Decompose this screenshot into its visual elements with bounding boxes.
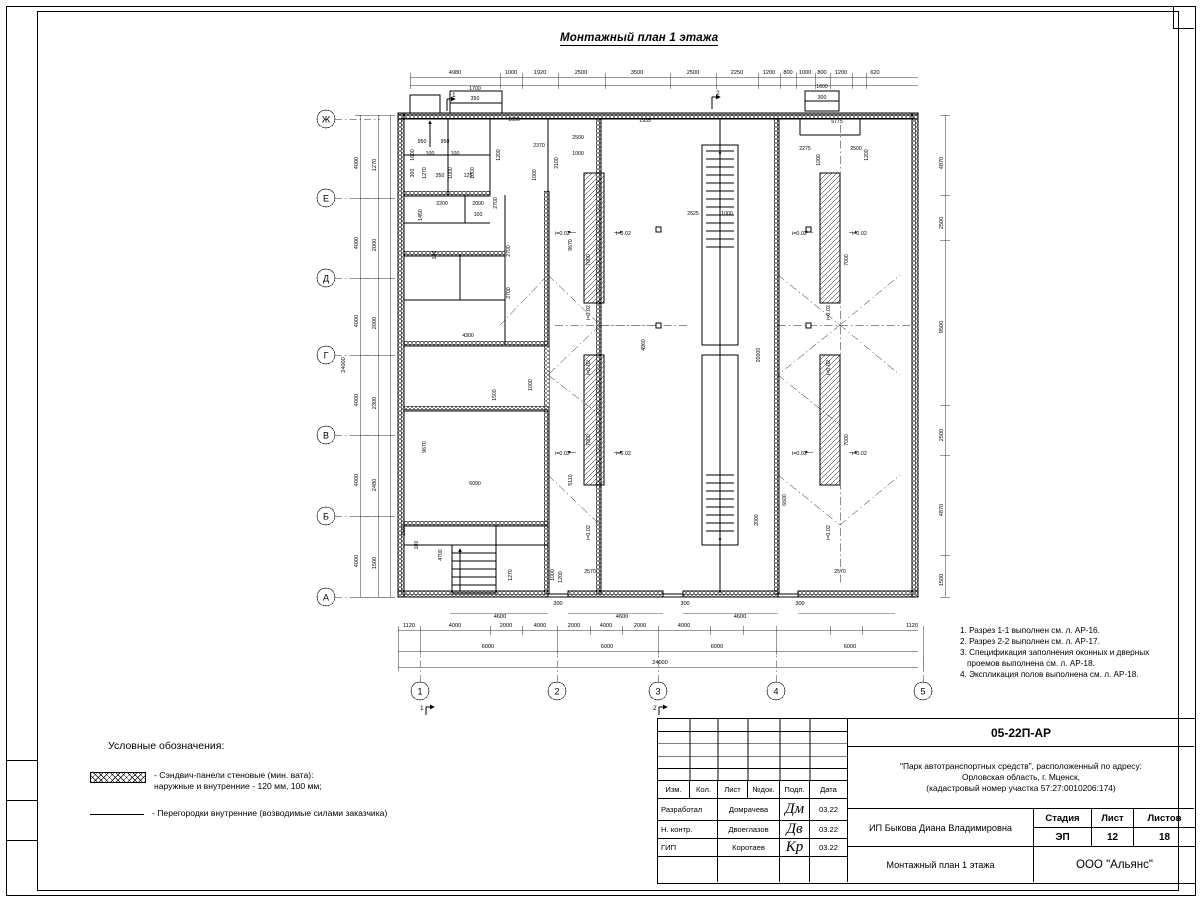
svg-text:6600: 6600: [782, 494, 788, 506]
svg-text:4000: 4000: [533, 623, 547, 629]
svg-text:2000: 2000: [372, 316, 378, 330]
svg-text:Г: Г: [323, 350, 329, 361]
svg-text:950: 950: [440, 139, 450, 145]
svg-text:2370: 2370: [533, 143, 545, 149]
svg-text:2300: 2300: [372, 396, 378, 410]
svg-text:4980: 4980: [448, 70, 462, 76]
svg-text:2525: 2525: [687, 211, 699, 217]
svg-text:1450: 1450: [418, 209, 424, 221]
sheet-left-strip-line-1: [6, 760, 37, 761]
stamp-empty-name: [718, 857, 780, 882]
role-nkontr: Н. контр.: [658, 821, 718, 839]
svg-text:2000: 2000: [472, 201, 484, 207]
svg-text:950: 950: [417, 139, 427, 145]
svg-text:i=0.02: i=0.02: [826, 525, 832, 540]
svg-text:125: 125: [463, 173, 473, 179]
svg-text:1200: 1200: [762, 70, 776, 76]
svg-text:100: 100: [425, 151, 435, 157]
svg-text:6000: 6000: [843, 644, 857, 650]
svg-text:4000: 4000: [354, 554, 360, 568]
svg-text:5775: 5775: [831, 119, 843, 125]
svg-text:2500: 2500: [850, 146, 862, 152]
svg-text:i=0.02: i=0.02: [586, 525, 592, 540]
svg-text:300: 300: [553, 601, 563, 607]
legend-item-sandwich-line2: наружные и внутренние - 120 мм, 100 мм;: [154, 781, 322, 791]
svg-text:1270: 1270: [508, 569, 514, 581]
svg-text:4960: 4960: [641, 339, 647, 351]
svg-text:1000: 1000: [470, 167, 476, 179]
note-2: 2. Разрез 2-2 выполнен см. л. АР-17.: [960, 637, 1100, 646]
sheet-left-strip-line-2: [6, 800, 37, 801]
svg-text:1: 1: [452, 92, 456, 99]
svg-text:2700: 2700: [493, 197, 499, 209]
svg-text:2000: 2000: [499, 623, 513, 629]
svg-text:5: 5: [920, 686, 926, 697]
svg-text:2500: 2500: [686, 70, 700, 76]
document-code: 05-22П-АР: [848, 719, 1194, 747]
note-3-cont: проемов выполнена см. л. АР-18.: [967, 659, 1095, 668]
col-header-ndok: №док.: [748, 781, 780, 799]
svg-text:1000: 1000: [816, 154, 822, 166]
svg-text:Ж: Ж: [321, 114, 331, 125]
col-header-data: Дата: [810, 781, 848, 799]
svg-text:2275: 2275: [799, 146, 811, 152]
svg-text:300: 300: [680, 601, 690, 607]
svg-text:2000: 2000: [633, 623, 647, 629]
svg-text:1270: 1270: [422, 167, 428, 179]
svg-text:9500: 9500: [939, 320, 945, 334]
svg-text:1500: 1500: [401, 524, 407, 536]
svg-text:2: 2: [716, 90, 720, 97]
svg-text:1200: 1200: [864, 149, 870, 161]
hatch-swatch-icon: [90, 772, 146, 783]
col-header-izm: Изм.: [658, 781, 690, 799]
date-gip: 03.22: [810, 839, 848, 857]
note-4: 4. Экспликация полов выполнена см. л. АР-18.: [960, 670, 1139, 679]
svg-text:4000: 4000: [354, 314, 360, 328]
name-gip: Коротаев: [718, 839, 780, 857]
svg-text:100: 100: [450, 151, 460, 157]
svg-text:24000: 24000: [652, 660, 668, 666]
company-name: ООО "Альянс": [1076, 858, 1153, 871]
svg-text:1: 1: [417, 686, 423, 697]
legend-item-sandwich-line1: - Сэндвич-панели стеновые (мин. вата):: [154, 770, 314, 780]
col-header-podp: Подп.: [780, 781, 810, 799]
svg-text:6000: 6000: [481, 644, 495, 650]
svg-text:2200: 2200: [436, 201, 448, 207]
legend-item-partition: [90, 808, 560, 819]
svg-text:1200: 1200: [834, 70, 848, 76]
svg-text:100: 100: [432, 250, 438, 260]
name-nkontr: Двоеглазов: [718, 821, 780, 839]
svg-text:800: 800: [817, 70, 827, 76]
role-razrabotal: Разработал: [658, 799, 718, 821]
svg-text:i=0.02: i=0.02: [586, 305, 592, 320]
svg-text:i=0.02: i=0.02: [616, 451, 631, 457]
svg-text:i=0.02: i=0.02: [555, 231, 570, 237]
title-block: [657, 718, 1196, 884]
svg-text:4600: 4600: [615, 614, 629, 620]
svg-text:1500: 1500: [939, 573, 945, 587]
svg-text:4000: 4000: [448, 623, 462, 629]
svg-text:620: 620: [870, 70, 880, 76]
svg-text:300: 300: [410, 168, 416, 178]
note-1: 1. Разрез 1-1 выполнен см. л. АР-16.: [960, 626, 1100, 635]
note-3: 3. Спецификация заполнения оконных и дверных: [960, 648, 1150, 657]
svg-text:800: 800: [783, 70, 793, 76]
customer-name: ИП Быкова Диана Владимировна: [848, 809, 1034, 847]
svg-text:7000: 7000: [844, 254, 850, 266]
svg-text:i=0.02: i=0.02: [852, 451, 867, 457]
legend-item-partition-line1: - Перегородки внутренние (возводимые силами заказчика): [152, 808, 388, 818]
svg-text:Д: Д: [322, 273, 330, 284]
svg-text:4870: 4870: [939, 503, 945, 517]
name-razrabotal: Домрачева: [718, 799, 780, 821]
svg-text:1: 1: [420, 705, 424, 712]
svg-text:4000: 4000: [354, 393, 360, 407]
legend: [90, 740, 560, 835]
svg-text:24000: 24000: [341, 357, 347, 373]
stage-header-listov: Листов: [1134, 809, 1195, 828]
svg-text:1500: 1500: [372, 556, 378, 570]
svg-text:5110: 5110: [568, 474, 574, 486]
svg-text:2000: 2000: [567, 623, 581, 629]
svg-text:2480: 2480: [372, 478, 378, 492]
svg-text:1600: 1600: [816, 84, 828, 90]
svg-text:4600: 4600: [493, 614, 507, 620]
date-razrabotal: 03.22: [810, 799, 848, 821]
svg-text:2500: 2500: [939, 428, 945, 442]
signature-nkontr: Дв: [780, 821, 810, 839]
svg-text:1200: 1200: [558, 571, 564, 583]
legend-item-sandwich-panel: [90, 770, 560, 792]
line-swatch-icon: [90, 814, 144, 815]
svg-text:300: 300: [817, 95, 827, 101]
svg-text:7000: 7000: [586, 254, 592, 266]
svg-text:1000: 1000: [550, 569, 556, 581]
doc-title: Монтажный план 1 этажа: [848, 847, 1034, 882]
svg-text:2: 2: [554, 686, 560, 697]
svg-text:7000: 7000: [586, 434, 592, 446]
stage-value-list: 12: [1092, 828, 1134, 847]
svg-text:2100: 2100: [554, 157, 560, 169]
svg-text:2570: 2570: [834, 569, 846, 575]
svg-text:1000: 1000: [504, 70, 518, 76]
svg-text:1690: 1690: [508, 117, 520, 123]
object-line-2: Орловская область, г. Мценск,: [962, 772, 1080, 782]
svg-text:1935: 1935: [639, 118, 651, 124]
sheet-left-strip-line-3: [6, 840, 37, 841]
page-title: Монтажный план 1 этажа: [560, 32, 719, 44]
svg-text:1000: 1000: [798, 70, 812, 76]
svg-text:6090: 6090: [469, 481, 481, 487]
stage-header-list: Лист: [1092, 809, 1134, 828]
signature-razrabotal: Дм: [780, 799, 810, 821]
svg-text:1500: 1500: [492, 389, 498, 401]
svg-text:2500: 2500: [574, 70, 588, 76]
svg-text:1120: 1120: [905, 623, 919, 629]
svg-text:i=0.02: i=0.02: [586, 360, 592, 375]
svg-text:3500: 3500: [630, 70, 644, 76]
stamp-empty-date: [810, 857, 848, 882]
col-header-kol: Кол.: [690, 781, 718, 799]
svg-text:2700: 2700: [506, 245, 512, 257]
svg-text:6000: 6000: [710, 644, 724, 650]
svg-text:В: В: [322, 430, 330, 441]
svg-text:i=0.02: i=0.02: [555, 451, 570, 457]
svg-text:9670: 9670: [422, 441, 428, 453]
svg-text:4600: 4600: [733, 614, 747, 620]
stamp-empty-left: [658, 857, 718, 882]
svg-text:1600: 1600: [410, 149, 416, 161]
svg-text:4000: 4000: [354, 473, 360, 487]
svg-text:2700: 2700: [506, 287, 512, 299]
signature-gip: Кр: [780, 839, 810, 857]
svg-text:3: 3: [655, 686, 661, 697]
svg-text:1270: 1270: [372, 158, 378, 172]
object-description: [848, 747, 1194, 809]
svg-text:1000: 1000: [448, 167, 454, 179]
svg-text:4000: 4000: [599, 623, 613, 629]
svg-text:1700: 1700: [469, 86, 481, 92]
svg-text:2000: 2000: [754, 514, 760, 526]
svg-text:2250: 2250: [730, 70, 744, 76]
col-header-list: Лист: [718, 781, 748, 799]
object-line-3: (кадастровый номер участка 57:27:0010206:174): [926, 783, 1116, 793]
svg-text:2500: 2500: [939, 216, 945, 230]
svg-text:1000: 1000: [721, 211, 733, 217]
svg-text:1120: 1120: [402, 623, 416, 629]
date-nkontr: 03.22: [810, 821, 848, 839]
svg-text:4000: 4000: [677, 623, 691, 629]
svg-text:Е: Е: [322, 193, 330, 204]
stage-value-stadia: ЭП: [1034, 828, 1092, 847]
sheet-corner-tick: [1173, 6, 1194, 29]
stage-header-stadia: Стадия: [1034, 809, 1092, 828]
svg-text:7000: 7000: [844, 434, 850, 446]
svg-text:1000: 1000: [532, 169, 538, 181]
svg-text:2500: 2500: [572, 135, 584, 141]
svg-text:1000: 1000: [572, 151, 584, 157]
svg-text:350: 350: [470, 96, 480, 102]
svg-text:i=0.02: i=0.02: [852, 231, 867, 237]
svg-text:4700: 4700: [438, 549, 444, 561]
role-gip: ГИП: [658, 839, 718, 857]
svg-text:100: 100: [473, 212, 483, 218]
svg-text:100: 100: [414, 540, 420, 550]
stage-value-listov: 18: [1134, 828, 1195, 847]
svg-text:Б: Б: [323, 511, 329, 522]
svg-text:i=0.02: i=0.02: [792, 231, 807, 237]
svg-text:1200: 1200: [496, 149, 502, 161]
svg-text:4300: 4300: [462, 333, 474, 339]
svg-text:А: А: [322, 592, 330, 603]
legend-title: Условные обозначения:: [108, 740, 225, 752]
svg-text:2000: 2000: [372, 238, 378, 252]
svg-text:1000: 1000: [528, 379, 534, 391]
svg-text:9670: 9670: [568, 239, 574, 251]
floor-plan-drawing: [300, 55, 960, 715]
revision-grid: [658, 719, 848, 781]
svg-text:4000: 4000: [354, 156, 360, 170]
svg-text:350: 350: [435, 173, 445, 179]
svg-text:i=0.02: i=0.02: [826, 360, 832, 375]
object-line-1: "Парк автотранспортных средств", расположенный по адресу:: [899, 761, 1143, 771]
svg-text:4870: 4870: [939, 156, 945, 170]
svg-text:2: 2: [653, 705, 657, 712]
signature-extra: [780, 857, 810, 882]
svg-text:20000: 20000: [756, 347, 762, 363]
svg-text:i=0.02: i=0.02: [826, 305, 832, 320]
svg-text:i=0.02: i=0.02: [616, 231, 631, 237]
svg-text:4: 4: [773, 686, 779, 697]
svg-text:2570: 2570: [584, 569, 596, 575]
svg-text:6000: 6000: [600, 644, 614, 650]
svg-text:4000: 4000: [354, 236, 360, 250]
drawing-notes: [960, 625, 1195, 680]
svg-text:1920: 1920: [533, 70, 547, 76]
svg-text:300: 300: [795, 601, 805, 607]
svg-text:i=0.02: i=0.02: [792, 451, 807, 457]
